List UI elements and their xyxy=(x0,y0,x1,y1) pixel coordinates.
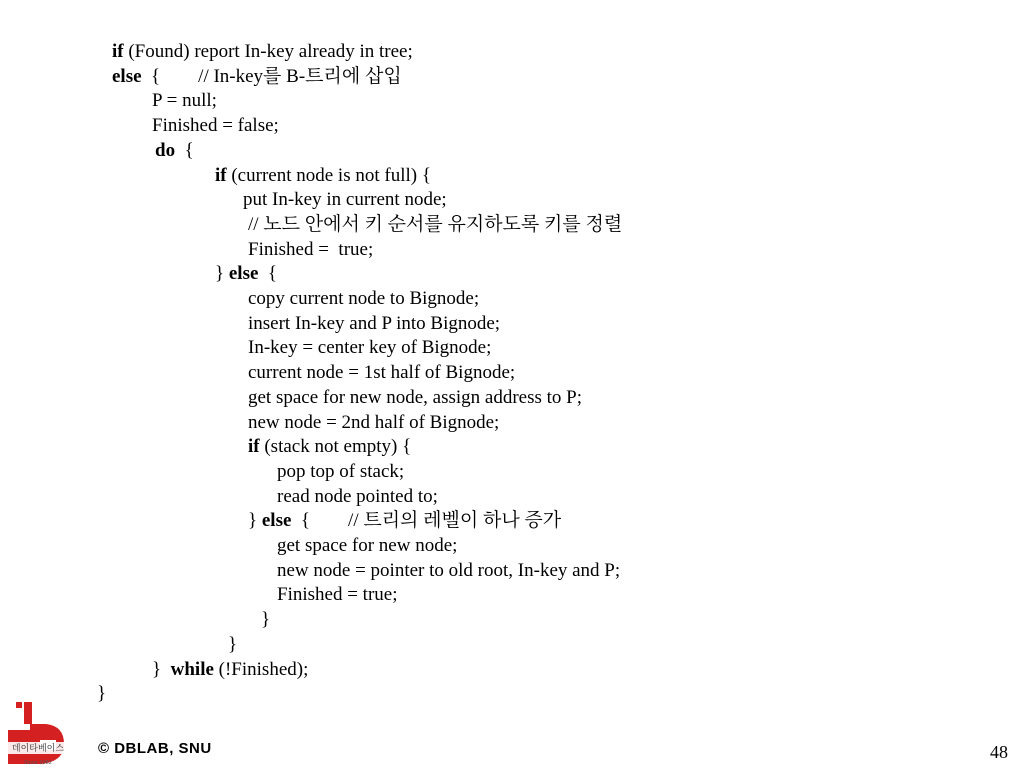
code-line xyxy=(152,114,279,138)
code-line xyxy=(248,509,561,533)
code-line xyxy=(243,188,447,212)
code-line xyxy=(277,460,404,484)
code-line xyxy=(248,411,499,435)
code-keyword: do xyxy=(155,139,176,161)
code-text: { // In-key를 B-트리에 삽입 xyxy=(141,65,402,87)
code-line xyxy=(215,164,431,188)
code-text: } xyxy=(215,263,229,285)
code-line xyxy=(248,287,479,311)
code-text: } xyxy=(97,683,107,705)
code-line xyxy=(248,238,373,262)
code-text: (stack not empty) { xyxy=(259,436,412,458)
code-line xyxy=(248,386,582,410)
code-line xyxy=(248,213,622,237)
dblab-logo xyxy=(0,700,76,768)
code-text: } xyxy=(152,658,171,680)
code-keyword: if xyxy=(112,41,124,62)
code-keyword: while xyxy=(170,658,214,680)
code-text: put In-key in current node; xyxy=(243,189,447,211)
code-line xyxy=(277,583,398,607)
code-text: Finished = true; xyxy=(248,238,374,260)
code-text: get space for new node, assign address to P; xyxy=(248,386,583,408)
code-keyword: else xyxy=(228,263,259,285)
code-text: new node = pointer to old root, In-key and P; xyxy=(277,559,621,581)
code-line xyxy=(112,65,402,89)
code-line xyxy=(155,139,194,163)
code-keyword: else xyxy=(112,65,142,87)
logo-text: 데이타베이스 xyxy=(11,744,65,754)
code-line xyxy=(152,658,308,682)
code-text: In-key = center key of Bignode; xyxy=(248,337,492,359)
code-text: current node = 1st half of Bignode; xyxy=(248,362,516,384)
code-text: read node pointed to; xyxy=(277,485,438,507)
logo-subtext: Since 1982 xyxy=(24,760,52,766)
code-text: P = null; xyxy=(152,90,217,112)
code-text: } xyxy=(248,510,262,532)
code-keyword: else xyxy=(261,510,292,532)
logo-mark xyxy=(8,702,64,764)
code-text: copy current node to Bignode; xyxy=(248,288,480,309)
code-text: insert In-key and P into Bignode; xyxy=(248,312,501,334)
code-line xyxy=(97,682,106,706)
code-text: { xyxy=(175,139,194,161)
code-text: { xyxy=(258,263,278,285)
code-line xyxy=(277,534,457,558)
code-text: Finished = false; xyxy=(152,115,279,137)
code-line xyxy=(248,361,515,385)
code-line xyxy=(248,312,500,336)
code-text: get space for new node; xyxy=(277,535,458,556)
code-text: Finished = true; xyxy=(277,584,398,606)
code-text: } xyxy=(261,609,271,631)
code-line xyxy=(228,633,237,657)
code-keyword: if xyxy=(248,436,260,458)
code-line xyxy=(248,336,491,360)
code-line xyxy=(248,435,411,459)
code-text: (!Finished); xyxy=(213,658,309,680)
code-line xyxy=(152,89,217,113)
code-keyword: if xyxy=(215,164,227,186)
code-text: (current node is not full) { xyxy=(226,164,431,186)
code-text: pop top of stack; xyxy=(277,460,405,482)
code-text: { // 트리의 레벨이 하나 증가 xyxy=(291,510,562,532)
code-text: (Found) report In-key already in tree; xyxy=(123,41,413,62)
copyright-text: © DBLAB, SNU xyxy=(98,740,212,757)
code-text: new node = 2nd half of Bignode; xyxy=(248,411,500,433)
code-line xyxy=(112,40,413,64)
code-text: } xyxy=(228,633,238,655)
page-number: 48 xyxy=(990,742,1008,762)
code-text: // 노드 안에서 키 순서를 유지하도록 키를 정렬 xyxy=(248,213,623,235)
code-line xyxy=(261,608,270,632)
code-line xyxy=(215,262,277,286)
code-line xyxy=(277,485,438,509)
code-line xyxy=(277,559,620,583)
